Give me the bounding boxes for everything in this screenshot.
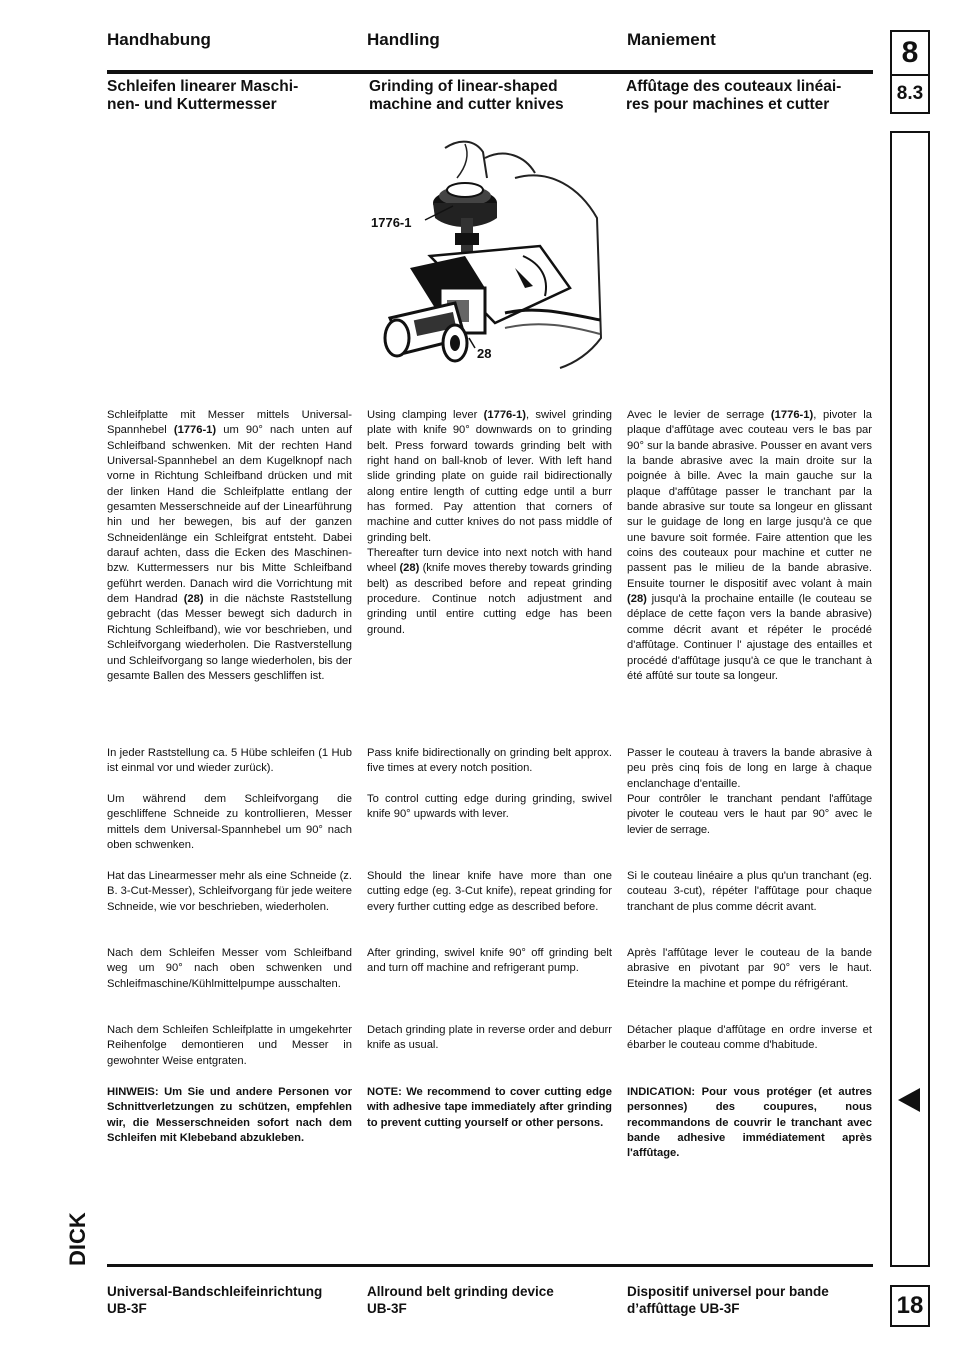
en-note: NOTE: We recommend to cover cutting edge with adhesive tape immediately after grinding to prevent cutting yourself or other persons. [367,1086,612,1129]
en-paragraph-5: After grinding, swivel knife 90° off grinding belt and turn off machine and refrigerant pump. [367,947,612,975]
svg-text:DICK: DICK [65,1212,90,1266]
subtitle-en-line-2: machine and cutter knives [369,96,564,113]
fr-paragraph-4: Si le couteau linéaire a plus qu'un tranchant (eg. couteau 3-cut), répéter l'affûtage pour chaque tranchant de plus comme décrit avant. [627,870,872,913]
footer-fr-line-2: d’affûttage UB-3F [627,1301,740,1316]
fr-paragraph-2: Passer le couteau à travers la bande abrasive à peu près cinq fois de long en large à chaque enclanchage d'entaille. [627,747,872,790]
subtitle-en-line-1: Grinding of linear-shaped [369,78,558,95]
footer-en-line-1: Allround belt grinding device [367,1284,554,1299]
header-fr: Maniement [627,30,716,49]
footer-en [367,1283,554,1317]
subtitle-en [369,78,564,114]
bottom-rule [107,1264,873,1267]
section-tab: 8.3 [890,74,930,114]
en-paragraph-3: To control cutting edge during grinding, swivel knife 90° upwards with lever. [367,793,612,821]
de-paragraph-1: Schleifplatte mit Messer mittels Universal-Spannhebel (1776-1) um 90° nach unten auf Schleifband schwenken. Mit der rechten Hand Universal-Spannhebel an dem Kugelknopf nach vorne in Richtung Schleifband drücken und mit der linken Hand die Schleifplatte entlang der gesamten Messerschneide auf der Linearführung hin und her bewegen, bis auf der ganzen Schneidenlänge ein Schleifgrat entsteht. Dabei darauf achten, dass die Ecken des Maschinen- bzw. Kuttermessers nur bis Mitte Schleifband geführt werden. Danach wird die Vorrichtung mit dem Handrad (28) in die nächste Raststellung gebracht (das Messer bewegt sich dadurch in Richtung Schleifband), wie vor beschrieben, und Schleifvorgang wiederholen. Die Rastverstellung und Schleifvorgang so lange wiederholen, bis der gesamte Ballen des Messers geschliffen ist. [107,409,352,682]
subtitle-de-line-1: Schleifen linearer Maschi- [107,78,299,95]
en-paragraph-2: Pass knife bidirectionally on grinding belt approx. five times at every notch position. [367,747,612,775]
subtitle-fr-line-2: res pour machines et cutter [626,96,830,113]
subtitle-fr-line-1: Affûtage des couteaux linéai- [626,78,842,95]
footer-en-line-2: UB-3F [367,1301,407,1316]
fr-paragraph-5: Après l'affûtage lever le couteau de la bande abrasive en pivotant par 90° vers le haut. Eteindre la machine et pompe du réfrigérant. [627,947,872,990]
en-paragraph-6: Detach grinding plate in reverse order and deburr knife as usual. [367,1024,612,1052]
header-en: Handling [367,30,440,49]
subtitle-de-line-2: nen- und Kuttermesser [107,96,277,113]
column-en [367,408,612,638]
fr-paragraph-3: Pour contrôler le tranchant pendant l'affûtage pivoter le couteau vers le haut par 90° avec le levier de serrage. [627,793,872,836]
chapter-tab: 8 [890,30,930,74]
page-number: 18 [890,1285,930,1327]
fr-paragraph-6: Détacher plaque d'affûtage en ordre inverse et ébarber le couteau comme d'habitude. [627,1024,872,1052]
column-de [107,408,352,684]
de-paragraph-2: In jeder Raststellung ca. 5 Hübe schleifen (1 Hub ist einmal vor und wieder zurück). [107,747,352,775]
footer-fr-line-1: Dispositif universel pour bande [627,1284,829,1299]
en-paragraph-1: Using clamping lever (1776-1), swivel grinding plate with knife 90° downwards on to grinding belt. Press forward towards grinding belt with right hand on ball-knob of lever. With left hand slide grinding plate on guide rail bidirectionally along entire length of cutting edge until a burr has formed. Pay attention that corners of machine and cutter knives do not pass middle of grinding belt. [367,409,613,544]
fr-note: INDICATION: Pour vous protéger (et autres personnes) des coupures, nous recommandons de couvrir le tranchant avec bande adhesive immédiatement après l'affûtage. [627,1086,872,1160]
arrow-left-icon [898,1088,920,1112]
footer-de [107,1283,322,1317]
de-paragraph-6: Nach dem Schleifen Schleifplatte in umgekehrter Reihenfolge demontieren und Messer in gewohnter Weise entgraten. [107,1024,352,1067]
top-rule [107,70,873,74]
de-paragraph-5: Nach dem Schleifen Messer vom Schleifband weg um 90° nach oben schwenken und Schleifmaschine/Kühlmittelpumpe ausschalten. [107,947,352,990]
fr-paragraph-1: Avec le levier de serrage (1776-1), pivoter la plaque d'affûtage avec couteau vers le bas par 90° sur la bande abrasive. Pousser en avant vers la bande abrasive avec la main droite sur la poignée à bille. Avec la main gauche sur la plaque d'affûtage passer le tranchant par la bande abrasive sur toute sa longeur en glissant sur le guidage de long en large jusqu'à ce que une bavure soit formée. Faire attention que les coins des couteaux pour machine et cutter ne passent pas le milieu de la bande abrasive. Ensuite tourner le dispositif avec volant à main (28) jusqu'à la prochaine entaille (le couteau se déplace de cette façon vers la bande abrasive) comme décrit avant et répéter le procédé d'affûtage. Continuer l' ajustage des entailles et procédé d'affûtage jusqu'à ce que le tranchant à été affûté sur toute sa longeur. [627,409,872,682]
subtitle-fr [626,78,841,114]
de-paragraph-3: Um während dem Schleifvorgang die geschliffene Schneide zu kontrollieren, Messer mittels dem Universal-Spannhebel um 90° nach oben schwenken. [107,793,352,852]
en-paragraph-1b: Thereafter turn device into next notch with hand wheel (28) (knife moves thereby towards grinding belt) as described before and repeat grinding procedure. Continue notch adjustment and grinding until entire cutting edge has been ground. [367,547,612,636]
header-de: Handhabung [107,30,211,49]
dick-logo [64,1188,90,1268]
footer-de-line-2: UB-3F [107,1301,147,1316]
footer-de-line-1: Universal-Bandschleifeinrichtung [107,1284,323,1299]
figure-label-handwheel: 28 [477,346,492,361]
de-paragraph-4: Hat das Linearmesser mehr als eine Schneide (z. B. 3-Cut-Messer), Schleifvorgang für jede weitere Schneide, wie vor beschrieben, wiederholen. [107,870,352,913]
column-fr [627,408,872,684]
en-paragraph-4: Should the linear knife have more than one cutting edge (eg. 3-Cut knife), repeat grinding for every further cutting edge as described before. [367,870,612,913]
figure-label-lever: 1776-1 [371,215,412,230]
grinding-device-illustration [365,138,605,378]
footer-fr [627,1283,829,1317]
subtitle-de [107,78,298,114]
de-note: HINWEIS: Um Sie und andere Personen vor Schnittverletzungen zu schützen, empfehlen wir, die Messerschneiden sofort nach dem Schleifen mit Klebeband abzukleben. [107,1086,352,1145]
